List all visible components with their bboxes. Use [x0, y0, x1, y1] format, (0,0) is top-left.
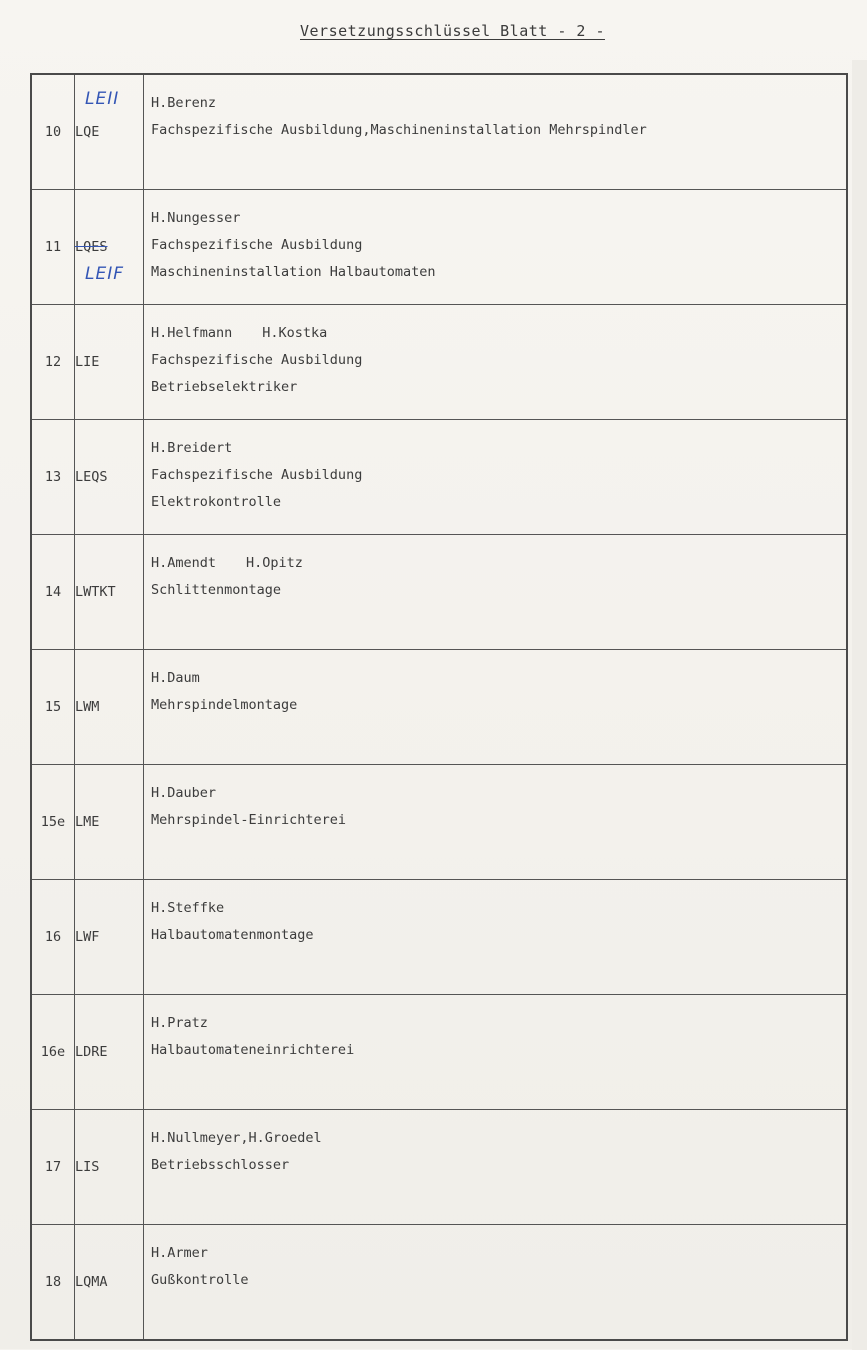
- person-name: H.Nungesser: [151, 210, 241, 226]
- training-description: Betriebsschlosser: [151, 1157, 290, 1173]
- person-name: H.Breidert: [151, 440, 233, 456]
- row-code-cell: [75, 190, 144, 305]
- table-row: [31, 995, 847, 1110]
- training-description: Gußkontrolle: [151, 1272, 249, 1288]
- row-number: 14: [31, 535, 75, 650]
- row-code: LEQS: [75, 420, 144, 535]
- row-description: [144, 650, 848, 765]
- row-description: [144, 1225, 848, 1341]
- training-description: Fachspezifische Ausbildung: [151, 237, 363, 253]
- person-name: H.Nullmeyer,H.Groedel: [151, 1130, 322, 1146]
- row-number: 17: [31, 1110, 75, 1225]
- person-name: H.Daum: [151, 670, 200, 686]
- row-description: [144, 880, 848, 995]
- training-description: Fachspezifische Ausbildung: [151, 467, 363, 483]
- training-description: Mehrspindelmontage: [151, 697, 298, 713]
- row-number: 16e: [31, 995, 75, 1110]
- row-description: [144, 995, 848, 1110]
- table-row: [31, 305, 847, 420]
- training-description: Fachspezifische Ausbildung,Maschineninstallation Mehrspindler: [151, 122, 647, 138]
- table-row: [31, 1110, 847, 1225]
- row-description: [144, 190, 848, 305]
- person-names: [151, 325, 327, 341]
- training-detail: Maschineninstallation Halbautomaten: [151, 264, 436, 280]
- row-number: 15e: [31, 765, 75, 880]
- table-row: [31, 880, 847, 995]
- row-code: LQES: [75, 239, 108, 255]
- row-number: 16: [31, 880, 75, 995]
- page-heading: Versetzungsschlüssel Blatt - 2 -: [300, 22, 605, 40]
- row-description: [144, 535, 848, 650]
- row-description: [144, 765, 848, 880]
- person-name: H.Opitz: [246, 555, 303, 571]
- training-description: Fachspezifische Ausbildung: [151, 352, 363, 368]
- training-description: Halbautomateneinrichterei: [151, 1042, 355, 1058]
- row-number: 12: [31, 305, 75, 420]
- training-detail: Betriebselektriker: [151, 379, 298, 395]
- person-name: H.Kostka: [262, 325, 328, 341]
- person-names: [151, 555, 303, 571]
- row-code: LQE: [75, 124, 100, 140]
- row-description: [144, 1110, 848, 1225]
- row-number: 11: [31, 190, 75, 305]
- row-code: LIS: [75, 1110, 144, 1225]
- row-description: [144, 74, 848, 190]
- person-name: H.Dauber: [151, 785, 217, 801]
- person-name: H.Armer: [151, 1245, 208, 1261]
- row-code: LWTKT: [75, 535, 144, 650]
- table-row: [31, 765, 847, 880]
- table-row: [31, 190, 847, 305]
- row-number: 10: [31, 74, 75, 190]
- row-code: LDRE: [75, 995, 144, 1110]
- assignment-table: [30, 73, 848, 1341]
- row-code: LWM: [75, 650, 144, 765]
- training-description: Halbautomatenmontage: [151, 927, 314, 943]
- row-number: 18: [31, 1225, 75, 1341]
- row-number: 13: [31, 420, 75, 535]
- handwritten-note: LEII: [85, 89, 120, 109]
- row-code: LWF: [75, 880, 144, 995]
- person-name: H.Berenz: [151, 95, 217, 111]
- person-name: H.Helfmann: [151, 325, 233, 341]
- person-name: H.Amendt: [151, 555, 217, 571]
- table-row: [31, 1225, 847, 1341]
- row-code-cell: [75, 74, 144, 190]
- row-number: 15: [31, 650, 75, 765]
- training-description: Mehrspindel-Einrichterei: [151, 812, 347, 828]
- person-name: H.Steffke: [151, 900, 225, 916]
- table-row: [31, 74, 847, 190]
- row-code: LQMA: [75, 1225, 144, 1341]
- training-detail: Elektrokontrolle: [151, 494, 282, 510]
- table-row: [31, 650, 847, 765]
- table-row: [31, 535, 847, 650]
- row-description: [144, 420, 848, 535]
- page-edge: [852, 60, 867, 1350]
- row-code: LME: [75, 765, 144, 880]
- row-description: [144, 305, 848, 420]
- table-row: [31, 420, 847, 535]
- row-code: LIE: [75, 305, 144, 420]
- handwritten-note: LEIF: [85, 264, 125, 284]
- person-name: H.Pratz: [151, 1015, 208, 1031]
- training-description: Schlittenmontage: [151, 582, 282, 598]
